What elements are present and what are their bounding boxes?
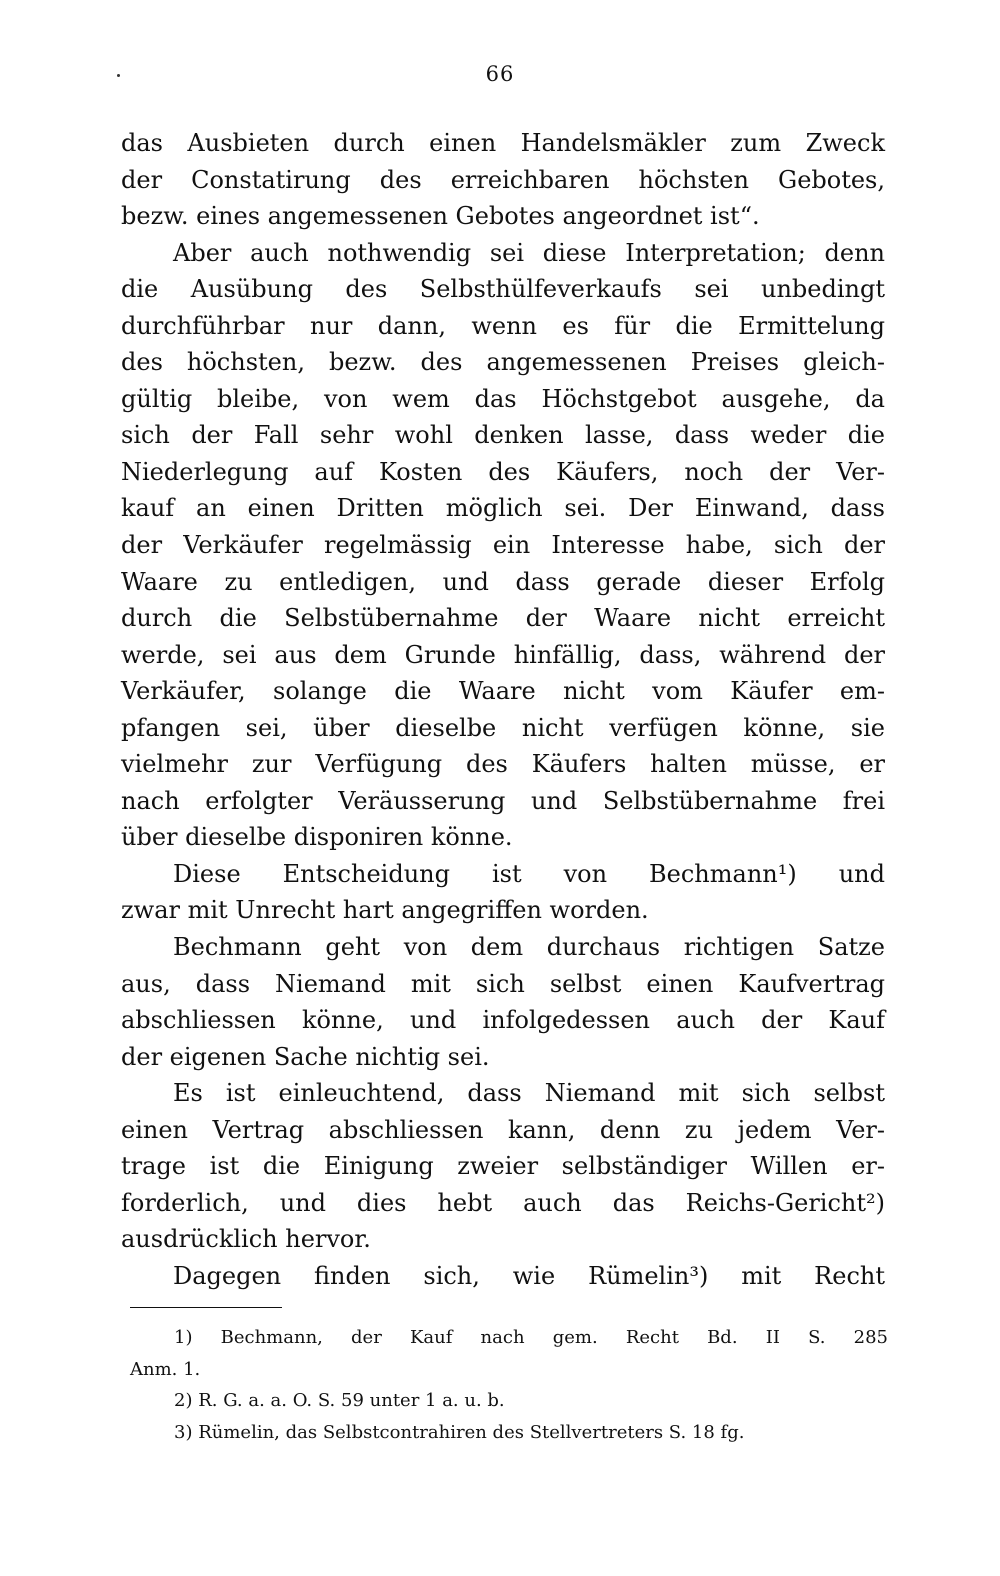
text-line: durch die Selbstübernahme der Waare nicht erreicht bbox=[121, 604, 885, 633]
footnote-line: 1) Bechmann, der Kauf nach gem. Recht Bd. II S. 285 bbox=[174, 1327, 888, 1348]
footnote-line: 3) Rümelin, das Selbstcontrahiren des Stellvertreters S. 18 fg. bbox=[174, 1421, 745, 1443]
text-line: Waare zu entledigen, und dass gerade dieser Erfolg bbox=[121, 567, 885, 596]
text-line: ausdrücklich hervor. bbox=[121, 1225, 371, 1254]
text-line: pfangen sei, über dieselbe nicht verfügen könne, sie bbox=[121, 713, 885, 742]
text-line: nach erfolgter Veräusserung und Selbstübernahme frei bbox=[121, 786, 885, 815]
text-line: kauf an einen Dritten möglich sei. Der Einwand, dass bbox=[121, 494, 885, 523]
text-line: der Constatirung des erreichbaren höchsten Gebotes, bbox=[121, 165, 885, 194]
text-line: Aber auch nothwendig sei diese Interpretation; denn bbox=[173, 238, 885, 267]
text-line: über dieselbe disponiren könne. bbox=[121, 823, 513, 852]
footnote-line: 2) R. G. a. a. O. S. 59 unter 1 a. u. b. bbox=[174, 1390, 505, 1411]
text-line: Verkäufer, solange die Waare nicht vom Käufer em- bbox=[121, 677, 885, 706]
text-line: forderlich, und dies hebt auch das Reichs-Gericht²) bbox=[121, 1188, 885, 1217]
page-number: 66 bbox=[485, 62, 515, 86]
text-line: zwar mit Unrecht hart angegriffen worden. bbox=[121, 896, 649, 925]
text-line: werde, sei aus dem Grunde hinfällig, dass, während der bbox=[121, 640, 885, 669]
text-line: einen Vertrag abschliessen kann, denn zu jedem Ver- bbox=[121, 1115, 885, 1144]
text-line: Dagegen finden sich, wie Rümelin³) mit Recht bbox=[173, 1261, 885, 1290]
text-line: gültig bleibe, von wem das Höchstgebot ausgehe, da bbox=[121, 384, 885, 413]
text-line: Diese Entscheidung ist von Bechmann¹) und bbox=[173, 859, 885, 888]
text-line: vielmehr zur Verfügung des Käufers halten müsse, er bbox=[121, 750, 885, 779]
text-line: aus, dass Niemand mit sich selbst einen Kaufvertrag bbox=[121, 969, 885, 998]
text-line: des höchsten, bezw. des angemessenen Preises gleich- bbox=[121, 348, 885, 377]
text-line: Es ist einleuchtend, dass Niemand mit sich selbst bbox=[173, 1079, 885, 1108]
text-line: bezw. eines angemessenen Gebotes angeordnet ist“. bbox=[121, 202, 760, 231]
text-line: abschliessen könne, und infolgedessen auch der Kauf bbox=[121, 1006, 885, 1035]
text-line: Niederlegung auf Kosten des Käufers, noch der Ver- bbox=[121, 457, 885, 486]
body-text bbox=[121, 125, 885, 1295]
text-line: die Ausübung des Selbsthülfeverkaufs sei unbedingt bbox=[121, 275, 885, 304]
text-line: das Ausbieten durch einen Handelsmäkler zum Zweck bbox=[121, 129, 885, 157]
footnote-divider bbox=[130, 1307, 282, 1308]
text-line: der eigenen Sache nichtig sei. bbox=[121, 1042, 490, 1071]
text-line: durchführbar nur dann, wenn es für die Ermittelung bbox=[121, 311, 885, 340]
text-line: der Verkäufer regelmässig ein Interesse habe, sich der bbox=[121, 531, 885, 560]
text-line: trage ist die Einigung zweier selbständiger Willen er- bbox=[121, 1152, 885, 1181]
text-line: sich der Fall sehr wohl denken lasse, dass weder die bbox=[121, 421, 885, 450]
footnotes bbox=[130, 1322, 888, 1448]
text-line: Bechmann geht von dem durchaus richtigen Satze bbox=[173, 933, 885, 962]
footnote-line: Anm. 1. bbox=[130, 1358, 201, 1380]
